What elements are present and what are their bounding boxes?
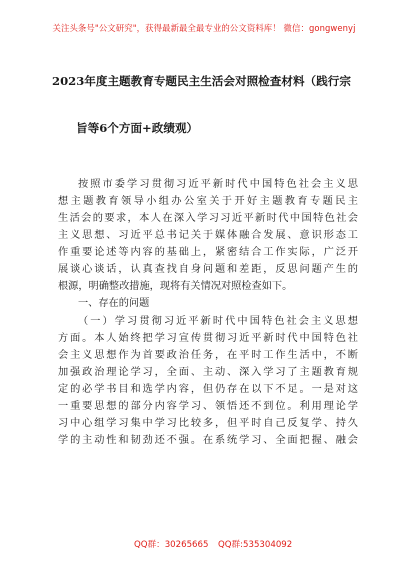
body-line: 习中心组学习集中学习比较多，但平时自己反复学、持久 bbox=[58, 418, 358, 429]
footer-qq-group-1: QQ群：30265665 bbox=[134, 540, 209, 550]
body-line: 一重要思想的部分内容学习、领悟还不到位。利用理论学 bbox=[58, 401, 358, 412]
body-line: 定的必学书目和选学内容，但仍存在以下不足。一是对这 bbox=[58, 384, 358, 395]
body-line: 作重要论述等内容的基础上，紧密结合工作实际，广泛开 bbox=[58, 247, 358, 258]
document-title-line-2: 旨等6个方面+政绩观） bbox=[76, 121, 199, 135]
body-line: 会主义思想作为首要政治任务，在平时工作生活中，不断 bbox=[58, 350, 358, 361]
body-line: 想主题教育领导小组办公室关于开好主题教育专题民主 bbox=[58, 196, 358, 207]
body-line: 根源，明确整改措施，现将有关情况对照检查如下。 bbox=[58, 281, 293, 292]
body-line: 按照市委学习贯彻习近平新时代中国特色社会主义思 bbox=[78, 179, 358, 190]
body-line: 生活会的要求，本人在深入学习习近平新时代中国特色社会 bbox=[58, 213, 358, 224]
subsection-heading: （一）学习贯彻习近平新时代中国特色社会主义思想 bbox=[78, 316, 358, 327]
body-line: 展谈心谈话，认真查找自身问题和差距，反思问题产生的 bbox=[58, 264, 358, 275]
body-line: 加强政治理论学习，全面、主动、深入学习了主题教育规 bbox=[58, 367, 358, 378]
footer-qq-group-2: QQ群:535304092 bbox=[218, 540, 293, 550]
body-line: 方面。本人始终把学习宣传贯彻习近平新时代中国特色社 bbox=[58, 333, 358, 344]
body-line: 主义思想、习近平总书记关于媒体融合发展、意识形态工 bbox=[58, 230, 358, 241]
document-title-line-1: 2023年度主题教育专题民主生活会对照检查材料（践行宗 bbox=[52, 74, 351, 88]
header-promo-note: 关注头条号"公文研究"，获得最新最全最专业的公文资料库！ 微信：gongwenyj bbox=[52, 23, 356, 33]
section-heading: 一、存在的问题 bbox=[78, 298, 150, 309]
body-line: 学的主动性和韧劲还不强。在系统学习、全面把握、融会 bbox=[58, 435, 358, 446]
